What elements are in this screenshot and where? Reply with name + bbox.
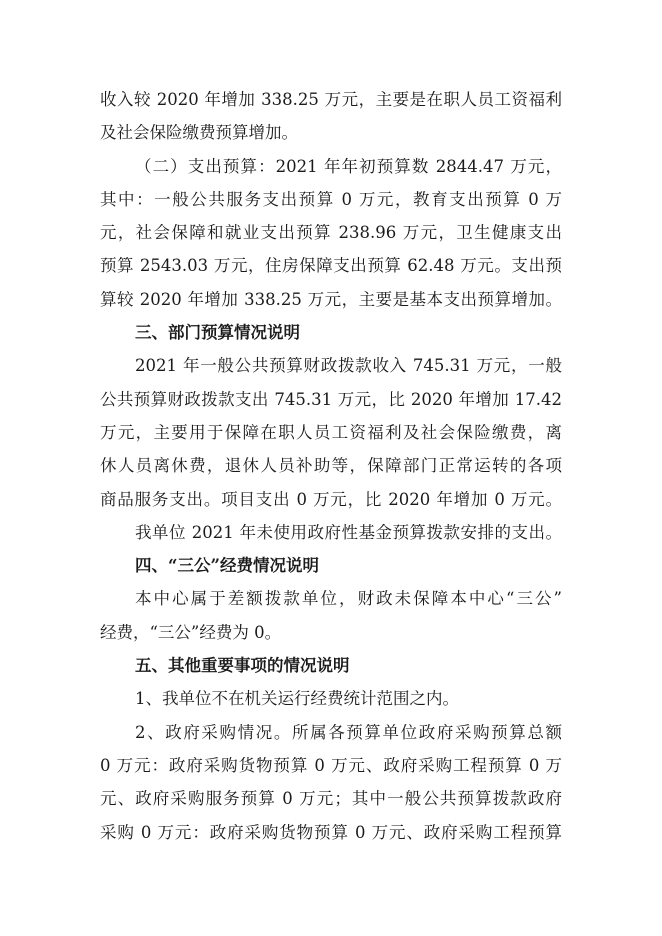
text-line: 商品服务支出。项目支出 0 万元，比 2020 年增加 0 万元。 (100, 489, 562, 509)
text-line: 其中：一般公共服务支出预算 0 万元，教育支出预算 0 万 (100, 189, 562, 209)
text-line: 元、政府采购服务预算 0 万元；其中一般公共预算拨款政府 (100, 789, 562, 809)
section-heading-other-matters: 五、其他重要事项的情况说明 (135, 656, 350, 676)
list-item: 1、我单位不在机关运行经费统计范围之内。 (135, 689, 459, 709)
text-line: 经费，“三公”经费为 0。 (100, 622, 282, 642)
text-line: 休人员离休费，退休人员补助等，保障部门正常运转的各项 (100, 456, 562, 476)
text-line: 公共预算财政拨款支出 745.31 万元，比 2020 年增加 17.42 (100, 389, 562, 409)
document-body (100, 83, 562, 849)
text-line: 算较 2020 年增加 338.25 万元，主要是基本支出预算增加。 (100, 289, 562, 309)
text-line: 2021 年一般公共预算财政拨款收入 745.31 万元，一般 (135, 356, 562, 376)
subsection-heading-expenditure: （二）支出预算：2021 年年初预算数 2844.47 万元， (135, 156, 562, 176)
text-line: 本中心属于差额拨款单位，财政未保障本中心“三公” (135, 589, 562, 609)
text-line: 预算 2543.03 万元，住房保障支出预算 62.48 万元。支出预 (100, 256, 562, 276)
section-heading-three-public-expenses: 四、“三公”经费情况说明 (135, 556, 319, 576)
text-line: 及社会保险缴费预算增加。 (100, 123, 298, 143)
text-line: 收入较 2020 年增加 338.25 万元，主要是在职人员工资福利 (100, 90, 562, 109)
text-line: 我单位 2021 年未使用政府性基金预算拨款安排的支出。 (135, 522, 562, 542)
list-item: 2、政府采购情况。所属各预算单位政府采购预算总额 (135, 722, 562, 742)
text-line: 0 万元：政府采购货物预算 0 万元、政府采购工程预算 0 万 (100, 755, 562, 775)
text-line: 元，社会保障和就业支出预算 238.96 万元，卫生健康支出 (100, 223, 562, 243)
text-line: 采购 0 万元：政府采购货物预算 0 万元、政府采购工程预算 (100, 822, 562, 842)
section-heading-department-budget: 三、部门预算情况说明 (135, 323, 300, 343)
text-line: 万元，主要用于保障在职人员工资福利及社会保险缴费，离 (100, 422, 562, 442)
